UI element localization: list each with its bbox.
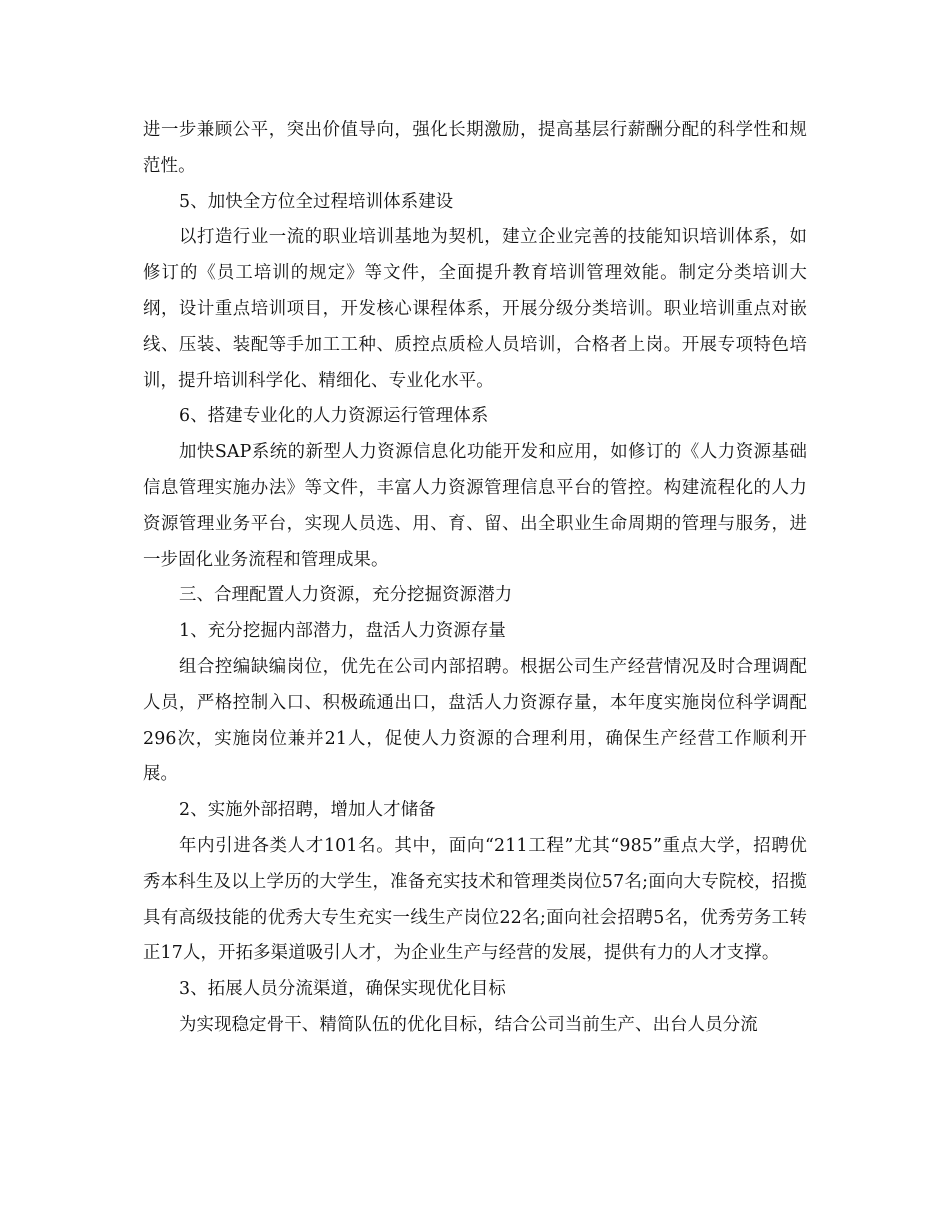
document-body: [143, 113, 807, 1044]
paragraph-external-recruitment: 年内引进各类人才101名。其中，面向“211工程”尤其“985”重点大学，招聘优秀本科生及以上学历的大学生，准备充实技术和管理类岗位57名;面向大专院校，招揽具有高级技能的优秀大专生充实一线生产岗位22名;面向社会招聘5名，优秀劳务工转正17人，开拓多渠道吸引人才，为企业生产与经营的发展，提供有力的人才支撑。: [143, 835, 807, 964]
paragraph-continuation: 进一步兼顾公平，突出价值导向，强化长期激励，提高基层行薪酬分配的科学性和规范性。: [143, 120, 807, 176]
chapter-heading-3: 三、合理配置人力资源，充分挖掘资源潜力: [179, 585, 513, 606]
section-heading-5: 5、加快全方位全过程培训体系建设: [179, 191, 454, 212]
paragraph-internal-potential: 组合控编缺编岗位，优先在公司内部招聘。根据公司生产经营情况及时合理调配人员，严格控制入口、积极疏通出口，盘活人力资源存量，本年度实施岗位科学调配296次，实施岗位兼并21人，促使人力资源的合理利用，确保生产经营工作顺利开展。: [143, 656, 807, 785]
paragraph-staff-diversion: 为实现稳定骨干、精简队伍的优化目标，结合公司当前生产、出台人员分流: [179, 1014, 758, 1035]
section-heading-3: 3、拓展人员分流渠道，确保实现优化目标: [179, 979, 506, 1000]
paragraph-training-system: 以打造行业一流的职业培训基地为契机，建立企业完善的技能知识培训体系，如修订的《员工培训的规定》等文件，全面提升教育培训管理效能。制定分类培训大纲，设计重点培训项目，开发核心课程体系，开展分级分类培训。职业培训重点对嵌线、压装、装配等手加工工种、质控点质检人员培训，合格者上岗。开展专项特色培训，提升培训科学化、精细化、专业化水平。: [143, 227, 807, 391]
section-heading-1: 1、充分挖掘内部潜力，盘活人力资源存量: [179, 621, 506, 642]
section-heading-2: 2、实施外部招聘，增加人才储备: [179, 800, 436, 821]
section-heading-6: 6、搭建专业化的人力资源运行管理体系: [179, 406, 489, 427]
paragraph-hr-management: 加快SAP系统的新型人力资源信息化功能开发和应用，如修订的《人力资源基础信息管理实施办法》等文件，丰富人力资源管理信息平台的管控。构建流程化的人力资源管理业务平台，实现人员选、用、育、留、出全职业生命周期的管理与服务，进一步固化业务流程和管理成果。: [143, 442, 807, 570]
